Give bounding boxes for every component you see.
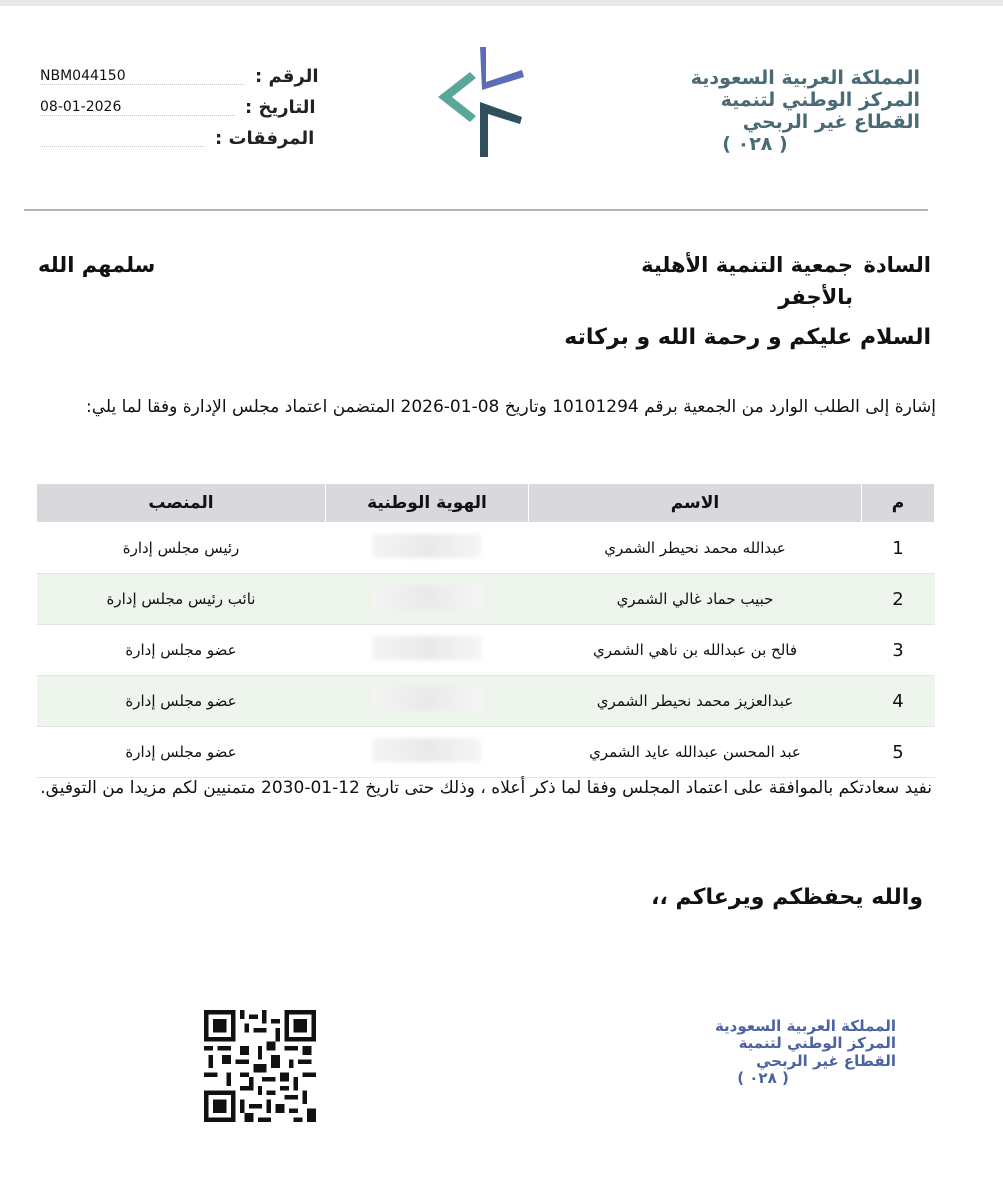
number-value: NBM044150 [40,68,245,85]
addressee-prefix: السادة [863,253,931,277]
table-header-row [37,484,935,523]
redacted-id [372,636,482,660]
ministry-logo-icon [430,42,530,162]
row-national-id [326,727,529,778]
number-label: الرقم : [255,66,319,87]
approval-paragraph: نفيد سعادتكم بالموافقة على اعتماد المجلس وفقا لما ذكر أعلاه ، وذلك حتى تاريخ 12-01-2030 متمنيين لكم مزيدا من التوفيق. [40,778,932,798]
row-index: 3 [862,625,935,676]
top-bar [0,0,1003,6]
addressee-location: بالأجفر [778,285,853,309]
row-national-id [326,625,529,676]
addressee-suffix: سلمهم الله [38,253,156,277]
row-name: حبيب حماد غالي الشمري [529,574,862,625]
footer-org-block [700,1018,896,1087]
row-name: عبدالله محمد نحيطر الشمري [529,523,862,574]
qr-code-icon [204,1010,316,1122]
footer-org-line-country: المملكة العربية السعودية [714,1017,896,1035]
row-national-id [326,574,529,625]
footer-org-line-center: المركز الوطني لتنمية [738,1034,896,1053]
col-national-id-header: الهوية الوطنية [326,484,529,523]
row-position: عضو مجلس إدارة [37,727,326,778]
closing: والله يحفظكم ويرعاكم ،، [651,885,923,910]
row-name: عبد المحسن عبدالله عايد الشمري [529,727,862,778]
org-name-block [680,68,920,155]
col-index-header: م [862,484,935,523]
board-members-table [36,483,935,778]
col-name-header: الاسم [529,484,862,523]
redacted-id [372,534,482,558]
row-name: عبدالعزيز محمد نحيطر الشمري [529,676,862,727]
table-row [37,523,935,574]
table-row [37,574,935,625]
table-row [37,676,935,727]
footer-org-line-code: ( ٠٢٨ ) [737,1068,789,1087]
org-line-sector: القطاع غير الربحي [742,110,920,133]
table-row [37,625,935,676]
attachments-label: المرفقات : [215,128,315,149]
row-position: عضو مجلس إدارة [37,625,326,676]
date-value: 08-01-2026 [40,99,235,116]
org-line-country: المملكة العربية السعودية [690,67,920,89]
intro-paragraph: إشارة إلى الطلب الوارد من الجمعية برقم 10101294 وتاريخ 08-01-2026 المتضمن اعتماد مجلس الإدارة وفقا لما يلي: [85,397,936,417]
redacted-id [372,585,482,609]
row-position: عضو مجلس إدارة [37,676,326,727]
row-name: فالح بن عبدالله بن ناهي الشمري [529,625,862,676]
row-index: 5 [862,727,935,778]
row-index: 2 [862,574,935,625]
row-index: 1 [862,523,935,574]
org-line-code: ( ٠٢٨ ) [722,132,788,155]
header-divider [24,209,928,211]
col-position-header: المنصب [37,484,326,523]
addressee-name: جمعية التنمية الأهلية [641,253,853,277]
org-line-center: المركز الوطني لتنمية [720,88,920,111]
table-row [37,727,935,778]
footer-org-line-sector: القطاع غير الربحي [756,1051,896,1070]
date-label: التاريخ : [245,97,316,118]
row-index: 4 [862,676,935,727]
redacted-id [372,738,482,762]
greeting: السلام عليكم و رحمة الله و بركاته [564,325,931,350]
attachments-value [40,130,205,147]
row-national-id [326,676,529,727]
redacted-id [372,687,482,711]
row-national-id [326,523,529,574]
row-position: رئيس مجلس إدارة [37,523,326,574]
row-position: نائب رئيس مجلس إدارة [37,574,326,625]
